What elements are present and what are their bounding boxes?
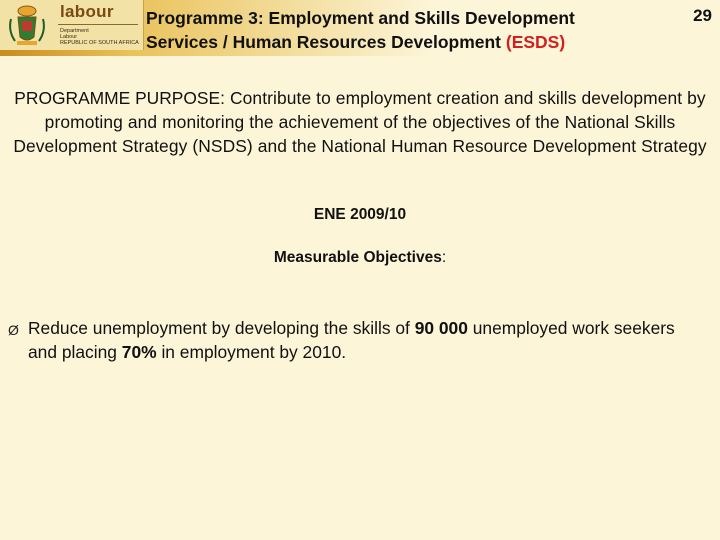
logo-line-labour: Labour xyxy=(60,34,78,40)
objective-bullet xyxy=(8,316,708,364)
title-line-2-text: Services / Human Resources Development xyxy=(146,32,506,52)
department-logo xyxy=(0,0,144,50)
page-number: 29 xyxy=(693,6,712,25)
logo-divider xyxy=(58,24,138,25)
purpose-text: : Contribute to employment creation and skills development by promoting and monitoring the achievement of the objectives of the National Skills Development Strategy (NSDS) and the National Human Resource Development Strategy xyxy=(13,88,707,156)
logo-line-department: Department xyxy=(60,28,89,34)
objective-text xyxy=(8,316,708,364)
objective-part-1: Reduce unemployment by developing the skills of xyxy=(28,318,415,338)
programme-purpose xyxy=(6,86,714,158)
measurable-objectives-heading xyxy=(0,249,720,267)
title-line-1: Programme 3: Employment and Skills Development xyxy=(146,8,575,28)
coat-of-arms-icon xyxy=(5,3,49,47)
objective-part-2: unemployed work seekers and placing xyxy=(28,318,675,362)
objective-bold-count: 90 000 xyxy=(414,318,468,338)
logo-line-republic: REPUBLIC OF SOUTH AFRICA xyxy=(60,40,139,46)
slide-title xyxy=(146,6,575,54)
purpose-label: PROGRAMME PURPOSE xyxy=(14,88,221,108)
logo-wordmark: labour xyxy=(60,2,114,21)
objective-part-3: in employment by 2010. xyxy=(156,342,347,362)
measurable-objectives-label: Measurable Objectives xyxy=(273,249,442,266)
title-line-2 xyxy=(146,30,575,54)
ene-heading: ENE 2009/10 xyxy=(313,206,407,223)
bullet-arrow-icon: Ø xyxy=(8,322,19,338)
measurable-objectives-colon: : xyxy=(441,249,447,266)
objective-bold-percent: 70% xyxy=(121,342,157,362)
title-esds-highlight: (ESDS) xyxy=(505,32,566,52)
